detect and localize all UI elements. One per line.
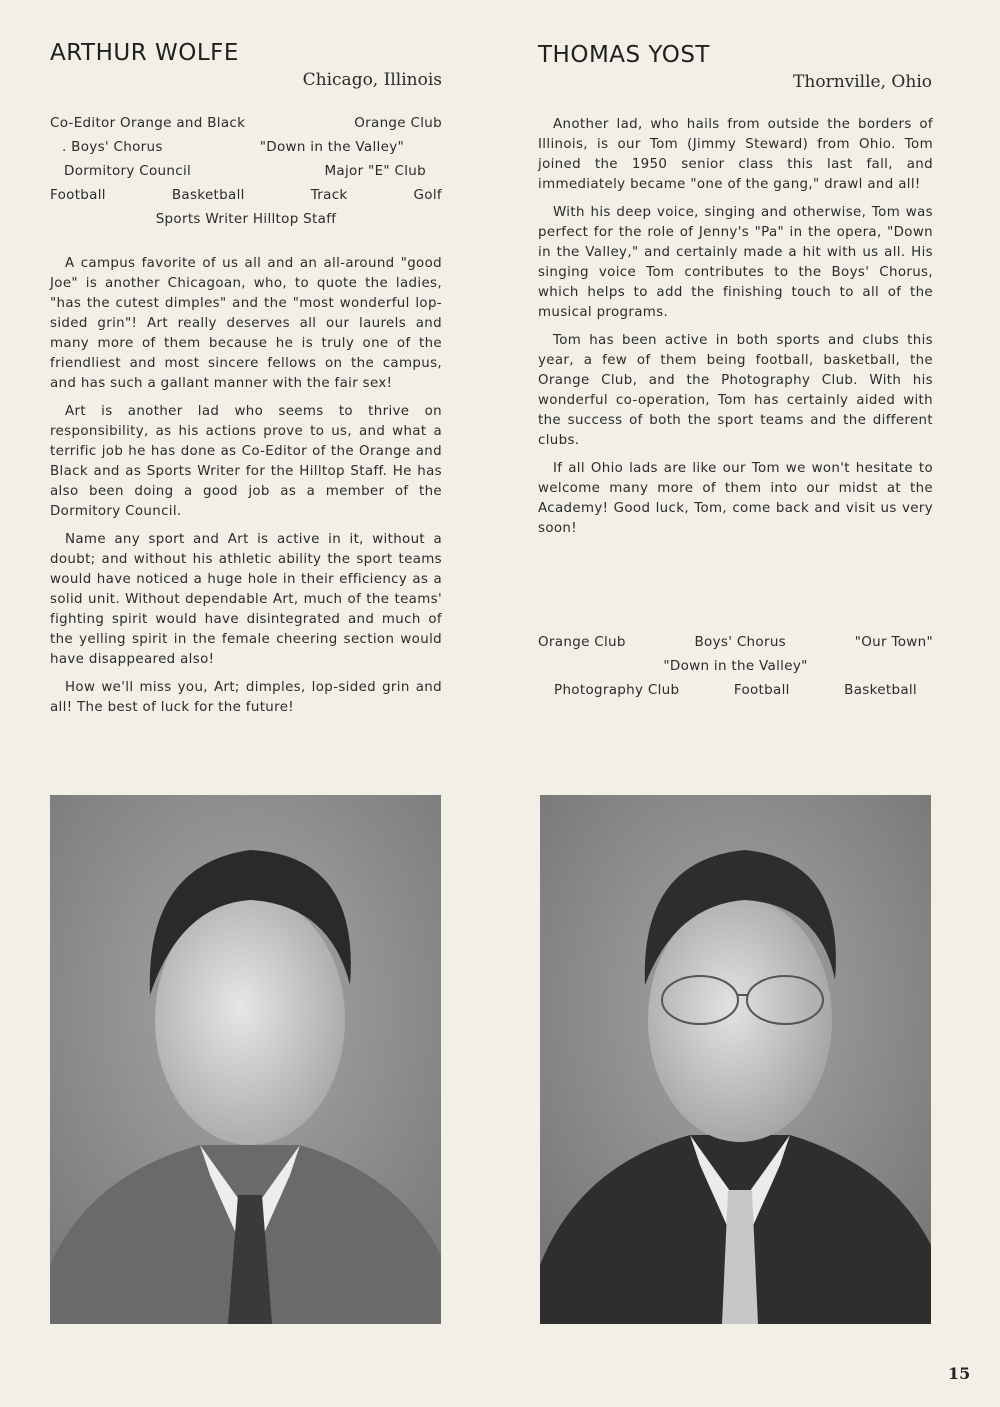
activity-item: "Down in the Valley": [259, 139, 404, 155]
activity-item: . Boys' Chorus: [62, 139, 163, 155]
activity-item: Sports Writer Hilltop Staff: [155, 211, 337, 227]
hometown-thornville: Thornville, Ohio: [793, 72, 932, 92]
activity-item: Boys' Chorus: [694, 634, 787, 650]
activity-row: [64, 163, 426, 179]
portrait-photo-thomas-yost: [540, 795, 931, 1324]
activity-row: [50, 115, 442, 131]
activity-item: "Down in the Valley": [663, 658, 808, 674]
activity-row: [50, 187, 442, 203]
bio-paragraph: If all Ohio lads are like our Tom we won't hesitate to welcome many more of them into our midst at the Academy! Good luck, Tom, come back and visit us very soon!: [538, 461, 933, 536]
hometown-chicago: Chicago, Illinois: [302, 70, 442, 90]
activity-item: Football: [50, 187, 106, 203]
bio-paragraph: Tom has been active in both sports and clubs this year, a few of them being football, basketball, the Orange Club, and the Photography Club. With his wonderful co-operation, Tom has certainly aided with the success of both the sport teams and the different clubs.: [538, 333, 933, 448]
activity-item: "Our Town": [854, 634, 933, 650]
activity-row: [50, 211, 442, 227]
activity-item: Co-Editor Orange and Black: [50, 115, 246, 131]
activity-item: Major "E" Club: [324, 163, 426, 179]
activity-item: Golf: [413, 187, 442, 203]
activity-item: Track: [310, 187, 348, 203]
activity-item: Dormitory Council: [64, 163, 192, 179]
bio-text-thomas-yost: [538, 115, 933, 547]
bio-paragraph: With his deep voice, singing and otherwise, Tom was perfect for the role of Jenny's "Pa" in the opera, "Down in the Valley," and certainly made a hit with us all. His singing voice Tom contributes to the Boys' Chorus, which helps to add the finishing touch to all of the musical programs.: [538, 205, 933, 320]
bio-paragraph: A campus favorite of us all and an all-around "good Joe" is another Chicagoan, who, to quote the ladies, "has the cutest dimples" and the "most wonderful lop-sided grin"! Art really deserves all our laurels and many more of them because he is truly one of the friendliest and most sincere fellows on the campus, and has such a gallant manner with the fair sex!: [50, 256, 442, 391]
student-name-arthur-wolfe: ARTHUR WOLFE: [50, 40, 239, 66]
activity-row: [62, 139, 404, 155]
bio-paragraph: How we'll miss you, Art; dimples, lop-sided grin and all! The best of luck for the future!: [50, 680, 442, 715]
bio-paragraph: Name any sport and Art is active in it, without a doubt; and without his athletic ability the sport teams would have noticed a huge hole in their efficiency as a solid unit. Without dependable Art, much of the teams' fighting spirit would have disintegrated and much of the yelling spirit in the female cheering section would have disappeared also!: [50, 532, 442, 667]
activity-item: Football: [733, 682, 790, 698]
student-name-thomas-yost: THOMAS YOST: [538, 42, 710, 68]
activity-item: Basketball: [844, 682, 917, 698]
activity-item: Orange Club: [538, 634, 626, 650]
bio-paragraph: Art is another lad who seems to thrive on responsibility, as his actions prove to us, and what a terrific job he has done as Co-Editor of the Orange and Black and as Sports Writer for the Hilltop Staff. He has also been doing a good job as a member of the Dormitory Council.: [50, 404, 442, 519]
activity-row: [538, 634, 933, 650]
bio-text-arthur-wolfe: [50, 254, 442, 726]
activity-item: Basketball: [171, 187, 245, 203]
activity-row: [554, 682, 917, 698]
activity-item: Orange Club: [354, 115, 442, 131]
activity-item: Photography Club: [554, 682, 680, 698]
portrait-photo-arthur-wolfe: [50, 795, 441, 1324]
page-number: 15: [948, 1364, 971, 1383]
activity-row: [538, 658, 933, 674]
bio-paragraph: Another lad, who hails from outside the borders of Illinois, is our Tom (Jimmy Steward) from Ohio. Tom joined the 1950 senior class this last fall, and immediately became "one of the gang," drawl and all!: [538, 117, 933, 192]
